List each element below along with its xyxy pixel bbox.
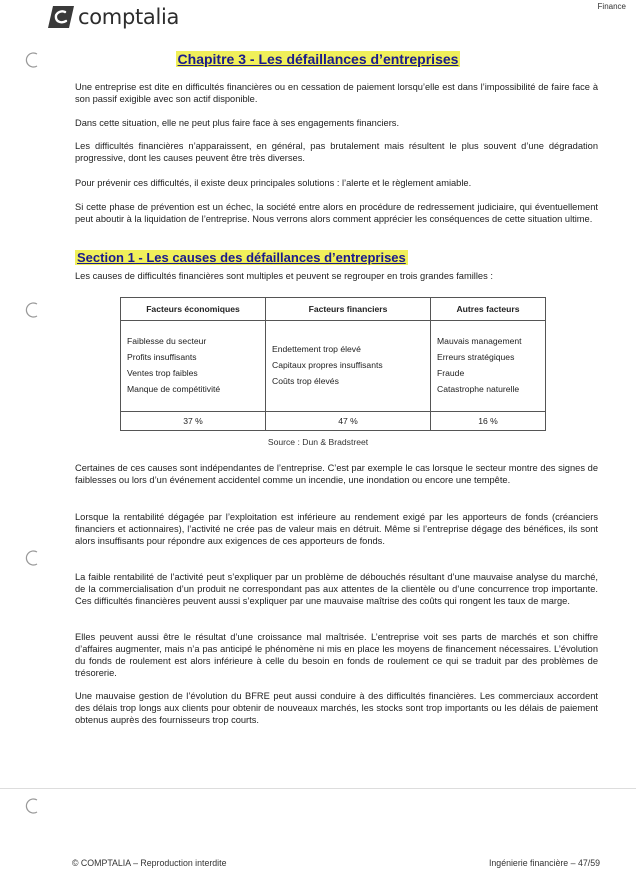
intro-paragraph: Les difficultés financières n’apparaissent, en général, pas brutalement mais résultent le plus souvent d’une dégradation progressive, dont les causes peuvent être très diverses. bbox=[75, 141, 598, 163]
section-intro: Les causes de difficultés financières sont multiples et peuvent se regrouper en trois grandes familles : bbox=[75, 271, 493, 281]
table-cell-other bbox=[431, 321, 546, 412]
footer-page-info: Ingénierie financière – 47/59 bbox=[488, 858, 600, 868]
factor-item: Ventes trop faibles bbox=[127, 368, 198, 378]
binder-hole-icon bbox=[22, 796, 42, 816]
binder-hole-icon bbox=[22, 548, 42, 568]
chapter-title-text: Chapitre 3 - Les défaillances d’entreprises bbox=[177, 51, 459, 67]
table-header-cell: Facteurs financiers bbox=[266, 298, 431, 321]
intro-paragraph: Pour prévenir ces difficultés, il existe deux principales solutions : l’alerte et le règlement amiable. bbox=[75, 178, 472, 188]
intro-paragraph: Dans cette situation, elle ne peut plus faire face à ses engagements financiers. bbox=[75, 118, 400, 128]
section-title bbox=[75, 249, 408, 267]
factor-item: Manque de compétitivité bbox=[127, 384, 221, 394]
footer-copyright: © COMPTALIA – Reproduction interdite bbox=[72, 858, 227, 868]
table-header-row bbox=[121, 298, 546, 321]
percent-cell: 16 % bbox=[431, 412, 546, 431]
logo-text: comptalia bbox=[78, 5, 180, 29]
header-category: Finance bbox=[597, 2, 626, 11]
body-paragraph: Certaines de ces causes sont indépendantes de l’entreprise. C’est par exemple le cas lorsque le secteur montre des signes de faiblesses ou lors d’un événement accidentel comme un incendie, une inondation ou encore une tempête. bbox=[75, 463, 598, 485]
comptalia-logo-icon bbox=[48, 6, 74, 28]
table-source: Source : Dun & Bradstreet bbox=[267, 437, 369, 447]
factor-item: Capitaux propres insuffisants bbox=[272, 360, 383, 370]
factor-item: Faiblesse du secteur bbox=[127, 336, 207, 346]
factor-item: Erreurs stratégiques bbox=[437, 352, 515, 362]
factor-item: Profits insuffisants bbox=[127, 352, 197, 362]
comptalia-logo bbox=[48, 4, 179, 30]
factor-item: Coûts trop élevés bbox=[272, 376, 339, 386]
factor-item: Fraude bbox=[437, 368, 465, 378]
binder-hole-icon bbox=[22, 300, 42, 320]
table-header-cell: Autres facteurs bbox=[431, 298, 546, 321]
table-percent-row bbox=[121, 412, 546, 431]
percent-cell: 47 % bbox=[266, 412, 431, 431]
table-cell-financial bbox=[266, 321, 431, 412]
footer-divider bbox=[0, 788, 636, 789]
section-title-text: Section 1 - Les causes des défaillances d’entreprises bbox=[77, 250, 406, 265]
intro-paragraph: Si cette phase de prévention est un échec, la société entre alors en procédure de redressement judiciaire, qui éventuellement peut aboutir à la liquidation de l’entreprise. Nous verrons alors comment apprécier les conséquences de cette situation ultime. bbox=[75, 202, 598, 224]
chapter-title bbox=[0, 51, 636, 69]
table-cell-economic bbox=[121, 321, 266, 412]
factor-item: Mauvais management bbox=[437, 336, 522, 346]
body-paragraph: La faible rentabilité de l’activité peut s’expliquer par un problème de débouchés résultant d’une mauvaise analyse du marché, de la commercialisation d’un produit ne correspondant pas aux attentes de la clientèle ou d’une concurrence trop importante. Ces difficultés financières peuvent aussi s’expliquer par une mauvaise maîtrise des coûts qui rongent les taux de marge. bbox=[75, 572, 598, 606]
factor-item: Catastrophe naturelle bbox=[437, 384, 520, 394]
table-header-cell: Facteurs économiques bbox=[121, 298, 266, 321]
body-paragraph: Lorsque la rentabilité dégagée par l’exploitation est inférieure au rendement exigé par les apporteurs de fonds (créanciers financiers et actionnaires), l’activité ne crée pas de valeur mais en détruit. Même si l’entreprise dégage des bénéfices, ils sont alors insuffisants pour répondre aux exigences de ces apporteurs de fonds. bbox=[75, 512, 598, 546]
table-row bbox=[121, 321, 546, 412]
factor-item: Endettement trop élevé bbox=[272, 344, 361, 354]
percent-cell: 37 % bbox=[121, 412, 266, 431]
factors-table bbox=[120, 297, 546, 431]
intro-paragraph: Une entreprise est dite en difficultés financières ou en cessation de paiement lorsqu’elle est dans l’impossibilité de faire face à son passif exigible avec son actif disponible. bbox=[75, 82, 598, 104]
body-paragraph: Une mauvaise gestion de l’évolution du BFRE peut aussi conduire à des difficultés financières. Les commerciaux accordent des délais trop longs aux clients pour obtenir de nouveaux marchés, les stocks sont trop importants ou les délais de paiement obtenus auprès des fournisseurs trop courts. bbox=[75, 691, 598, 725]
body-paragraph: Elles peuvent aussi être le résultat d’une croissance mal maîtrisée. L’entreprise voit ses parts de marchés et son chiffre d’affaires augmenter, mais n’a pas anticipé le phénomène ni mis en place les moyens de financement nécessaires. L’évolution du fonds de roulement est alors inférieure à celle du besoin en fonds de roulement ce qui se traduit par des problèmes de trésorerie. bbox=[75, 632, 598, 678]
